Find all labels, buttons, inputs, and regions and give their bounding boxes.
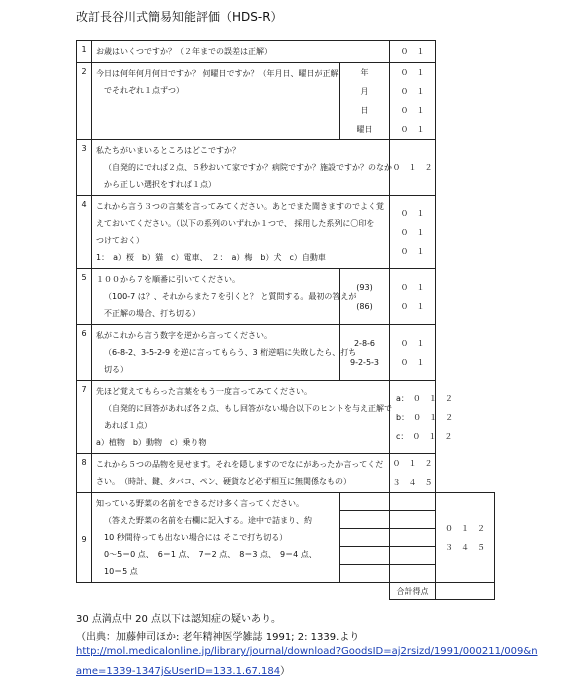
question-row [77,196,495,269]
question-text-line: えておいてください。（以下の系列のいずれか１つで、 採用した系列に〇印を [96,219,375,228]
question-text [92,63,340,140]
score-options-line: c： ０ １ ２ [396,431,453,441]
question-text [92,325,357,381]
question-number: 7 [77,381,92,454]
citation-close: ） [280,666,291,677]
score-options-line: ０ １ [400,125,425,134]
score-options-line: ０ １ [400,208,425,218]
question-text-line: つけておく） [96,236,144,245]
question-text-line: 知っている野菜の名前をできるだけ多く言ってください。 [96,499,304,508]
vegetable-entry-cell[interactable] [390,529,436,547]
question-text-line: １００から７を順番に引いてください。 [96,275,240,284]
question-text-line: 私たちがいまいるところはどこですか？ [96,146,240,155]
question-row [77,381,495,454]
vegetable-entry-cell[interactable] [390,493,436,511]
sub-answer-labels-line: 曜日 [356,125,373,134]
sub-answer-labels-line: 日 [360,106,369,115]
question-text-line: でそれぞれ１点ずつ） [104,86,184,95]
source-citation: （出典：加藤伸司ほか: 老年精神医学雑誌 1991; 2: 1339.より [76,632,360,643]
question-text-line: （自発的に回答があれば各２点、もし回答がない場合以下のヒントを与え正解で [104,404,392,413]
question-text-line: 今日は何年何月何日ですか？ 何曜日ですか？（年月日、曜日が正解 [96,69,339,78]
score-options-line: ０ １ [400,106,425,115]
document-title: 改訂長谷川式簡易知能評価（HDS-R） [76,10,283,24]
question-text-line: 1： a）桜 b）猫 c）電車、 ２： a）梅 b）犬 c）自動車 [96,253,326,262]
question-text-line: 不正解の場合、打ち切る） [104,309,200,318]
score-options [390,269,436,325]
total-score-label: 合計得点 [390,583,436,600]
question-text-line: （自発的にでれば２点、５秒おいて家ですか？病院ですか？施設ですか？のなか [104,163,392,172]
question-text-line: （答えた野菜の名前を右欄に記入する。途中で詰まり、約 [104,516,312,525]
question-row [77,325,495,381]
sub-answer-labels-line: 月 [360,87,369,96]
question-text [92,493,340,583]
question-text-line: a）植物 b）動物 c）乗り物 [96,438,207,447]
score-options-line: ０ １ [400,338,425,348]
sub-answer-labels-line: 2-8-6 [353,338,376,348]
vegetable-entry-cell[interactable] [390,547,436,565]
sub-answer-labels [340,63,390,140]
source-link[interactable]: http://mol.medicalonline.jp/library/journal/download?GoodsID=aj2rsizd/1991/000211/009&n [76,646,538,657]
question-row [77,140,495,196]
score-options [390,381,454,454]
question-text [92,381,390,454]
question-text [92,196,390,269]
score-options-line: ３ ４ ５ [445,542,485,552]
vegetable-entry-cell[interactable] [340,493,390,511]
question-text-line: これから５つの品物を見せます。それを隠しますのでなにがあったか言ってくだ [96,460,384,469]
question-number: 6 [77,325,92,381]
question-row [77,454,495,493]
question-text-line: あれば１点） [104,421,152,430]
question-text-line: 先ほど覚えてもらった言葉をもう一度言ってみてください。 [96,387,312,396]
question-number: 9 [77,493,92,583]
score-options-line: a： ０ １ ２ [396,393,453,403]
sub-answer-labels-line: 年 [360,68,369,77]
question-text-line: （100-7 は？、それからまた７を引くと？ と質問する。最初の答えが [104,292,357,301]
question-number: 8 [77,454,92,493]
question-number: 3 [77,140,92,196]
sub-answer-labels-line: (86) [356,301,373,311]
question-number: 2 [77,63,92,140]
score-options [390,454,436,493]
total-row [77,583,495,600]
question-text-line: これから言う３つの言葉を言ってみてください。あとでまた聞きますのでよく覚 [96,202,384,211]
score-options-line: ３ ４ ５ [392,478,433,487]
score-options-line: ０ １ [400,301,425,311]
score-options-line: ０ １ ２ [392,163,433,172]
question-text-line: 0～5＝0 点、 6＝1 点、 7＝2 点、 8＝3 点、 9＝4 点、 [104,550,317,559]
question-text-line: 10 秒間待っても出ない場合には そこで打ち切る） [104,533,288,542]
vegetable-entry-cell[interactable] [390,565,436,583]
question-row [77,493,495,511]
score-options [390,63,436,140]
question-text [92,140,390,196]
score-options-line: ０ １ [400,246,425,256]
question-number: 5 [77,269,92,325]
vegetable-entry-cell[interactable] [390,511,436,529]
score-options-line: ０ １ [400,87,425,96]
score-options [436,493,495,583]
vegetable-entry-cell[interactable] [340,529,390,547]
score-options-line: ０ １ [400,227,425,237]
hds-r-table [76,40,495,600]
question-row [77,41,495,63]
question-text-line: 私がこれから言う数字を逆から言ってください。 [96,331,272,340]
question-row [77,269,495,325]
vegetable-entry-cell[interactable] [340,547,390,565]
question-text [92,454,390,493]
score-options-line: ０ １ ２ [445,523,485,533]
question-text-line: お歳はいくつですか？（２年までの誤差は正解） [96,47,272,56]
question-row [77,63,495,140]
score-options [390,196,436,269]
score-options-line: ０ １ [400,282,425,292]
question-number: 4 [77,196,92,269]
total-row-spacer [77,583,340,600]
sub-answer-labels-line: 9-2-5-3 [349,357,380,367]
question-text-line: さい。 （時計、鍵、タバコ、ペン、硬貨など必ず相互に無関係なもの） [96,477,351,486]
score-options [390,41,436,63]
score-options-line: ０ １ [400,357,425,367]
source-link-continued[interactable]: ame=1339-1347j&UserID=133.1.67.184 [76,666,281,677]
score-options-line: ０ １ [400,47,425,56]
score-options-line: b： ０ １ ２ [396,412,454,422]
question-text-line: （6-8-2、3-5-2-9 を逆に言ってもらう、3 桁逆唱に失敗したら、打ち [104,348,357,357]
question-text-line: から正しい選択をすれば１点） [104,180,216,189]
total-row-spacer [340,583,390,600]
score-options [390,140,436,196]
question-number: 1 [77,41,92,63]
question-text [92,269,357,325]
score-options-line: ０ １ [400,68,425,77]
cutoff-note: 30 点満点中 20 点以下は認知症の疑いあり。 [76,614,281,625]
score-options-line: ０ １ ２ [392,459,433,468]
question-text-line: 10＝5 点 [104,567,138,576]
sub-answer-labels-line: (93) [356,282,373,292]
question-text-line: 切る） [104,365,128,374]
question-text [92,41,390,63]
vegetable-entry-cell[interactable] [340,511,390,529]
score-options [390,325,436,381]
vegetable-entry-cell[interactable] [340,565,390,583]
total-score-cell[interactable] [436,583,495,600]
